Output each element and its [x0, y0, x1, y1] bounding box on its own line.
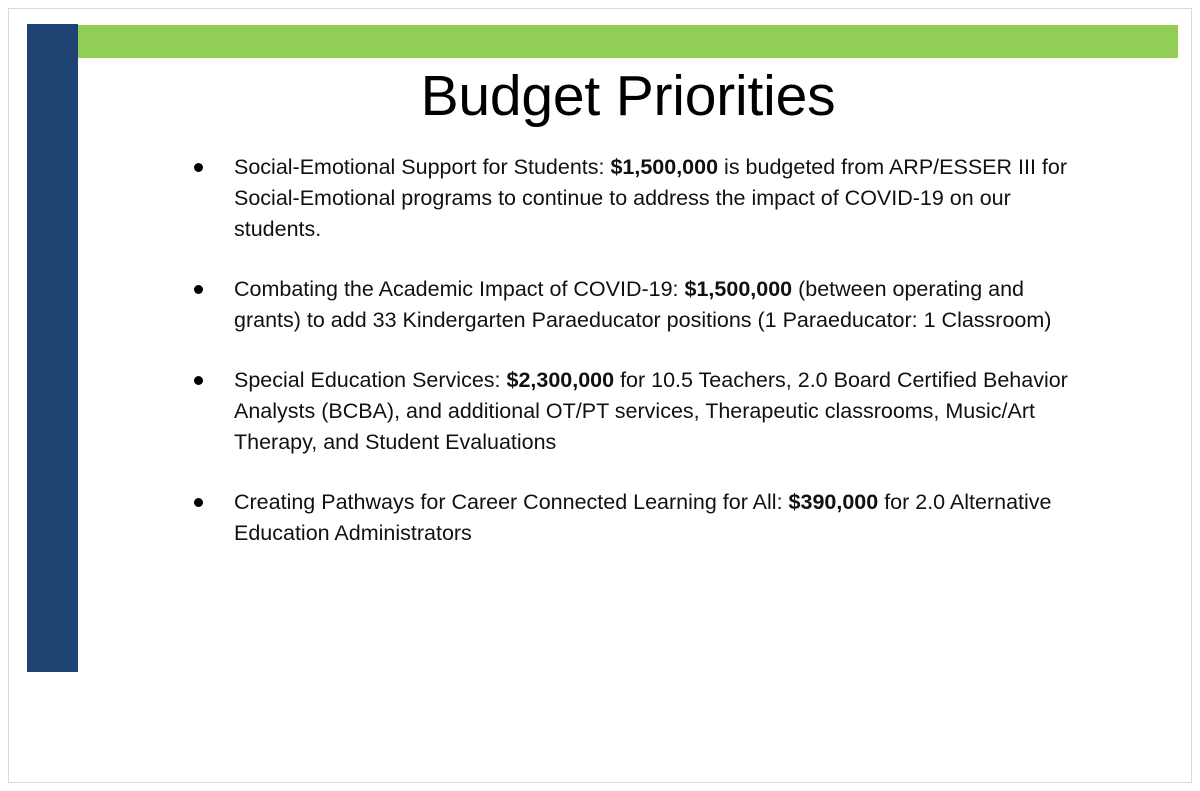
bullet-item-career-connected-learning — [186, 487, 1091, 549]
bullet-point-icon — [194, 498, 203, 507]
bullet-list — [186, 152, 1091, 549]
bullet-amount: $1,500,000 — [610, 155, 719, 179]
bullet-text: Combating the Academic Impact of COVID-19: $1,500,000 (between operating and grants) to add 33 Kindergarten Paraeducator positions (1 Paraeducator: 1 Classroom) — [234, 277, 1052, 332]
bullet-amount: $1,500,000 — [684, 277, 793, 301]
vertical-accent-bar — [27, 24, 78, 672]
bullet-item-combating-academic-impact — [186, 274, 1091, 336]
bullet-amount: $390,000 — [788, 490, 879, 514]
horizontal-accent-bar — [78, 25, 1178, 58]
bullet-text: Social-Emotional Support for Students: $1,500,000 is budgeted from ARP/ESSER III for Social-Emotional programs to continue to address the impact of COVID-19 on our students. — [234, 155, 1067, 241]
bullet-item-social-emotional-support — [186, 152, 1091, 245]
bullet-point-icon — [194, 163, 203, 172]
bullet-point-icon — [194, 285, 203, 294]
bullet-content — [186, 152, 1091, 549]
bullet-amount: $2,300,000 — [506, 368, 615, 392]
bullet-item-special-education-services — [186, 365, 1091, 458]
bullet-text: Creating Pathways for Career Connected Learning for All: $390,000 for 2.0 Alternative Education Administrators — [234, 490, 1052, 545]
bullet-text: Special Education Services: $2,300,000 for 10.5 Teachers, 2.0 Board Certified Behavior Analysts (BCBA), and additional OT/PT services, Therapeutic classrooms, Music/Art Therapy, and Student Evaluations — [234, 368, 1068, 454]
bullet-point-icon — [194, 376, 203, 385]
page-title: Budget Priorities — [420, 64, 836, 128]
